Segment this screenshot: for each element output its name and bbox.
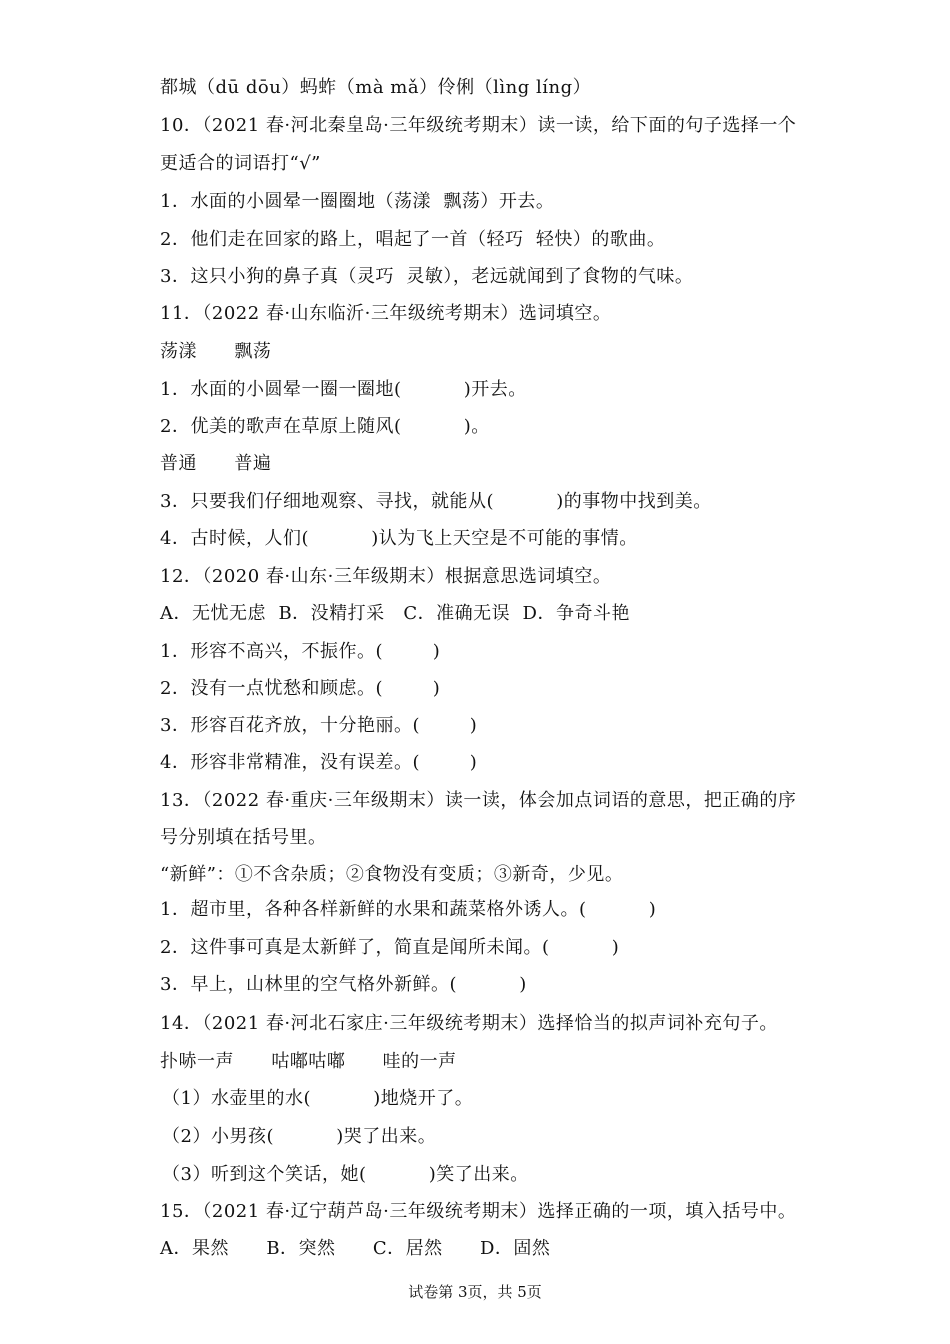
text-line: 4．古时候，人们( )认为飞上天空是不可能的事情。 [160,528,638,549]
text-line: （2）小男孩( )哭了出来。 [162,1126,437,1147]
text-line: 1．形容不高兴，不振作。( ) [160,641,441,662]
question-10-title: 10．（2021 春·河北秦皇岛·三年级统考期末）读一读，给下面的句子选择一个 [160,115,797,136]
question-13-title: 13．（2022 春·重庆·三年级期末）读一读，体会加点词语的意思，把正确的序 [160,790,797,811]
word-options: 荡漾 飘荡 [160,341,272,362]
text-line: 1．超市里，各种各样新鲜的水果和蔬菜格外诱人。( ) [160,899,657,920]
question-11-title: 11．（2022 春·山东临沂·三年级统考期末）选词填空。 [160,303,612,324]
question-10-title-cont: 更适合的词语打“√” [160,153,321,174]
text-line: 2．优美的歌声在草原上随风( )。 [160,416,490,437]
answer-options: A．无忧无虑 B．没精打采 C．准确无误 D．争奇斗艳 [160,603,630,624]
text-line: 2．他们走在回家的路上，唱起了一首（轻巧 轻快）的歌曲。 [160,229,666,250]
question-12-title: 12．（2020 春·山东·三年级期末）根据意思选词填空。 [160,566,612,587]
definition-line: “新鲜”：①不含杂质；②食物没有变质；③新奇，少见。 [160,864,624,885]
question-15-title: 15．（2021 春·辽宁葫芦岛·三年级统考期末）选择正确的一项，填入括号中。 [160,1201,797,1222]
text-line: 3．这只小狗的鼻子真（灵巧 灵敏），老远就闻到了食物的气味。 [160,266,694,287]
answer-options: A．果然 B．突然 C．居然 D．固然 [160,1238,551,1259]
text-line: 3．只要我们仔细地观察、寻找，就能从( )的事物中找到美。 [160,491,712,512]
text-line: 2．没有一点忧愁和顾虑。( ) [160,678,441,699]
text-line: 1．水面的小圆晕一圈一圈地( )开去。 [160,379,527,400]
text-line: 4．形容非常精准，没有误差。( ) [160,752,478,773]
text-line: （1）水壶里的水( )地烧开了。 [162,1088,474,1109]
text-line: 3．形容百花齐放，十分艳丽。( ) [160,715,478,736]
text-line: 都城（dū dōu）蚂蚱（mà mǎ）伶俐（lìng líng） [160,77,592,98]
text-line: 3．早上，山林里的空气格外新鲜。( ) [160,974,527,995]
text-line: 2．这件事可真是太新鲜了，简直是闻所未闻。( ) [160,937,620,958]
question-14-title: 14．（2021 春·河北石家庄·三年级统考期末）选择恰当的拟声词补充句子。 [160,1013,778,1034]
page-footer: 试卷第 3页，共 5页 [408,1283,542,1301]
word-options: 扑哧一声 咕嘟咕嘟 哇的一声 [160,1051,457,1072]
text-line: 1．水面的小圆晕一圈圈地（荡漾 飘荡）开去。 [160,191,555,212]
text-line: （3）听到这个笑话，她( )笑了出来。 [162,1164,529,1185]
word-options: 普通 普遍 [160,453,272,474]
question-13-title-cont: 号分别填在括号里。 [160,827,327,848]
